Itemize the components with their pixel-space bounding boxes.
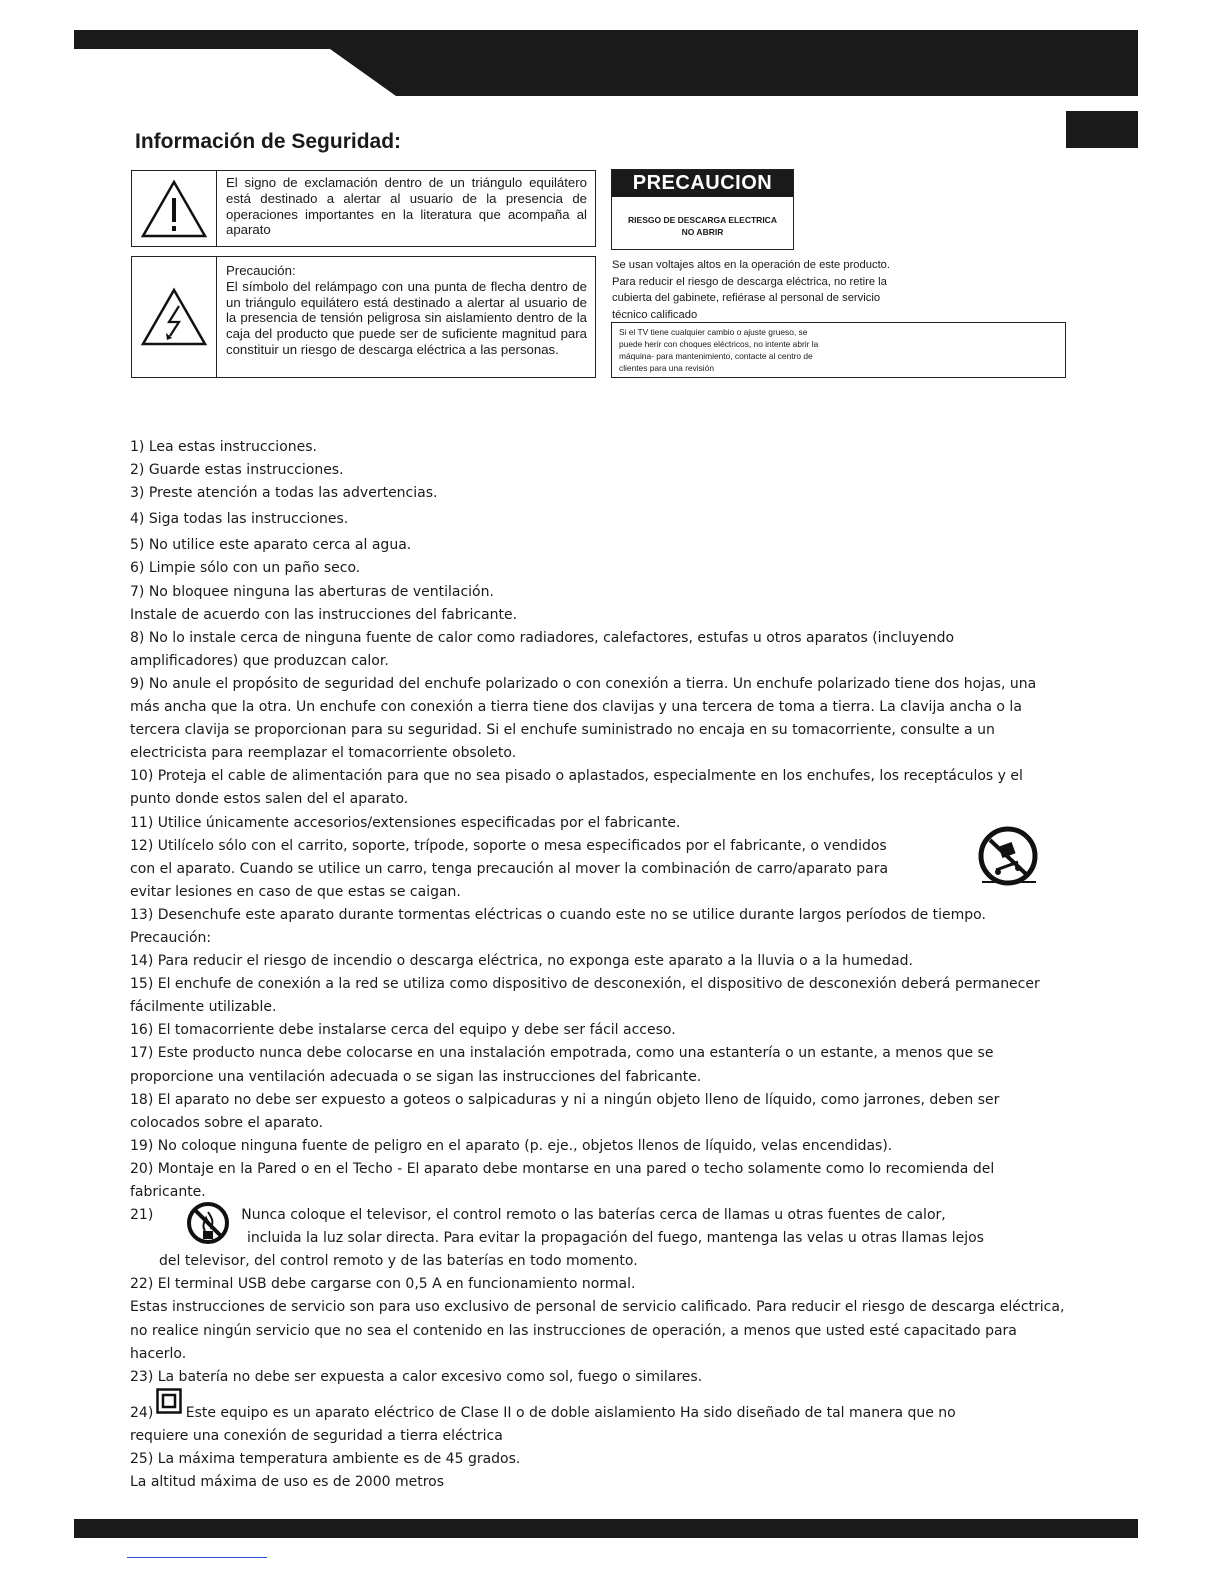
instruction-item: Instale de acuerdo con las instrucciones del fabricante. [130,606,518,623]
instruction-text: Este equipo es un aparato eléctrico de Clase II o de doble aislamiento Ha sido diseñado de tal manera que no [181,1404,956,1421]
header-banner [74,30,1138,96]
instruction-item [130,1204,1065,1227]
lightning-triangle-icon [139,286,209,348]
cart-tipover-icon [978,826,1040,886]
instruction-item: 22) El terminal USB debe cargarse con 0,5 A en funcionamiento normal. [130,1276,636,1293]
caution-label [611,169,794,250]
high-voltage-notice [612,257,1052,323]
icon-cell [132,171,217,246]
instruction-item: 11) Utilice únicamente accesorios/extensiones especificadas por el fabricante. [130,814,681,831]
page-tab-marker [1066,111,1138,148]
exclamation-warning-box [131,170,596,247]
instruction-item: 6) Limpie sólo con un paño seco. [130,560,361,577]
instruction-item: 14) Para reducir el riesgo de incendio o descarga eléctrica, no exponga este aparato a la lluvia o a la humedad. [130,953,913,970]
exclamation-warning-text: El signo de exclamación dentro de un triángulo equilátero está destinado a alertar al usuario de la presencia de operaciones importantes en la literatura que acompaña al aparato [226,175,587,238]
caution-subtitle [612,214,793,238]
instruction-item: 7) No bloquee ninguna las aberturas de ventilación. [130,583,494,600]
lightning-warning-text: El símbolo del relámpago con una punta de flecha dentro de un triángulo equilátero está destinado a alertar al usuario de la presencia de tensión peligrosa sin aislamiento dentro de la caja del producto que puede ser de suficiente magnitud para constituir un riesgo de descarga eléctrica a las personas. [226,278,587,357]
lightning-warning-content [217,257,595,377]
high-voltage-line: Para reducir el riesgo de descarga eléctrica, no retire la [612,275,887,288]
exclamation-triangle-icon [139,178,209,240]
instruction-item: 2) Guarde estas instrucciones. [130,462,344,479]
icon-cell [132,257,217,377]
instruction-item: 3) Preste atención a todas las advertencias. [130,485,438,502]
caution-line-1: RIESGO DE DESCARGA ELECTRICA [628,215,777,225]
tv-notice-line: puede herir con choques eléctricos, no intente abrir la [619,339,819,349]
caution-title: PRECAUCION [612,170,793,197]
instruction-item: 25) La máxima temperatura ambiente es de 45 grados. [130,1451,521,1468]
instruction-item: 20) Montaje en la Pared o en el Techo - El aparato debe montarse en una pared o techo solamente como lo recomienda del fabricante. [130,1160,995,1200]
altitude-note: La altitud máxima de uso es de 2000 metros [130,1474,445,1491]
double-insulation-icon [156,1388,182,1414]
instruction-item: 8) No lo instale cerca de ninguna fuente de calor como radiadores, calefactores, estufas u otros aparatos (incluyendo amplificadores) que produzcan calor. [130,629,955,669]
high-voltage-line: técnico calificado [612,308,698,321]
instruction-item: 19) No coloque ninguna fuente de peligro en el aparato (p. eje., objetos llenos de líquido, velas encendidas). [130,1137,893,1154]
precaution-label: Precaución: [130,929,212,946]
instruction-item: 10) Proteja el cable de alimentación para que no sea pisado o aplastados, especialmente en los enchufes, los receptáculos y el punto donde estos salen del el aparato. [130,768,1023,808]
instruction-list [130,436,1065,1494]
instruction-item: 4) Siga todas las instrucciones. [130,511,349,528]
instruction-item: requiere una conexión de seguridad a tierra eléctrica [130,1427,503,1444]
lightning-warning-box [131,256,596,378]
instruction-item: del televisor, del control remoto y de las baterías en todo momento. [159,1253,638,1270]
instruction-item: 17) Este producto nunca debe colocarse en una instalación empotrada, como una estantería o un estante, a menos que se proporcione una ventilación adecuada o se sigan las instrucciones del fabricante. [130,1045,994,1085]
instruction-item: 16) El tomacorriente debe instalarse cerca del equipo y debe ser fácil acceso. [130,1022,676,1039]
instruction-item: 15) El enchufe de conexión a la red se utiliza como dispositivo de desconexión, el dispositivo de desconexión deberá permanecer fácilmente utilizable. [130,976,1040,1016]
instruction-number: 21) [130,1207,154,1224]
instruction-item: 18) El aparato no debe ser expuesto a goteos o salpicaduras y ni a ningún objeto lleno de líquido, como jarrones, deben ser colocados sobre el aparato. [130,1091,1000,1131]
instruction-item: 23) La batería no debe ser expuesta a calor excesivo como sol, fuego o similares. [130,1368,703,1385]
instruction-number: 24) [130,1404,154,1421]
instruction-item: incluida la luz solar directa. Para evitar la propagación del fuego, mantenga las velas u otras llamas lejos [247,1230,984,1247]
caution-line-2: NO ABRIR [681,227,724,237]
high-voltage-line: cubierta del gabinete, refiérase al personal de servicio [612,292,881,305]
tv-adjustment-notice [611,322,1066,378]
lightning-warning-title: Precaución: [226,263,296,278]
tv-notice-line: máquina- para mantenimiento, contacte al centro de [619,351,813,361]
section-heading: Información de Seguridad: [135,130,402,153]
footer-link-underline [127,1557,267,1558]
high-voltage-line: Se usan voltajes altos en la operación de este producto. [612,259,891,271]
tv-notice-line: clientes para una revisión [619,363,714,373]
footer-bar [74,1519,1138,1538]
instruction-item: con el aparato. Cuando se utilice un carro, tenga precaución al mover la combinación de carro/aparato para [130,860,889,877]
instruction-item: 9) No anule el propósito de seguridad del enchufe polarizado o con conexión a tierra. Un enchufe polarizado tiene dos hojas, una más ancha que la otra. Un enchufe con conexión a tierra tiene dos clavijas y una tercera de toma a tierra. La clavija ancha o la tercera clavija se proporcionan para su seguridad. Si el enchufe suministrado no encaja en su tomacorriente, consulte a un electricista para reemplazar el tomacorriente obsoleto. [130,675,1037,762]
instruction-text: Nunca coloque el televisor, el control remoto o las baterías cerca de llamas u otras fuentes de calor, [241,1207,946,1224]
instruction-item [130,1402,1065,1425]
instruction-item: evitar lesiones en caso de que estas se caigan. [130,883,461,900]
instruction-item: 5) No utilice este aparato cerca al agua. [130,537,412,554]
instruction-item: 12) Utilícelo sólo con el carrito, soporte, trípode, soporte o mesa especificados por el fabricante, o vendidos [130,837,887,854]
tv-notice-line: Si el TV tiene cualquier cambio o ajuste grueso, se [619,327,808,337]
instruction-item: 13) Desenchufe este aparato durante tormentas eléctricas o cuando este no se utilice durante largos períodos de tiempo. [130,906,986,923]
instruction-item: 1) Lea estas instrucciones. [130,439,317,455]
no-flame-icon [184,1200,232,1246]
service-note: Estas instrucciones de servicio son para uso exclusivo de personal de servicio calificado. Para reducir el riesgo de descarga eléctrica, no realice ningún servicio que no sea el contenido en las instrucciones de operación, a menos que usted esté capacitado para hacerlo. [130,1299,1065,1362]
